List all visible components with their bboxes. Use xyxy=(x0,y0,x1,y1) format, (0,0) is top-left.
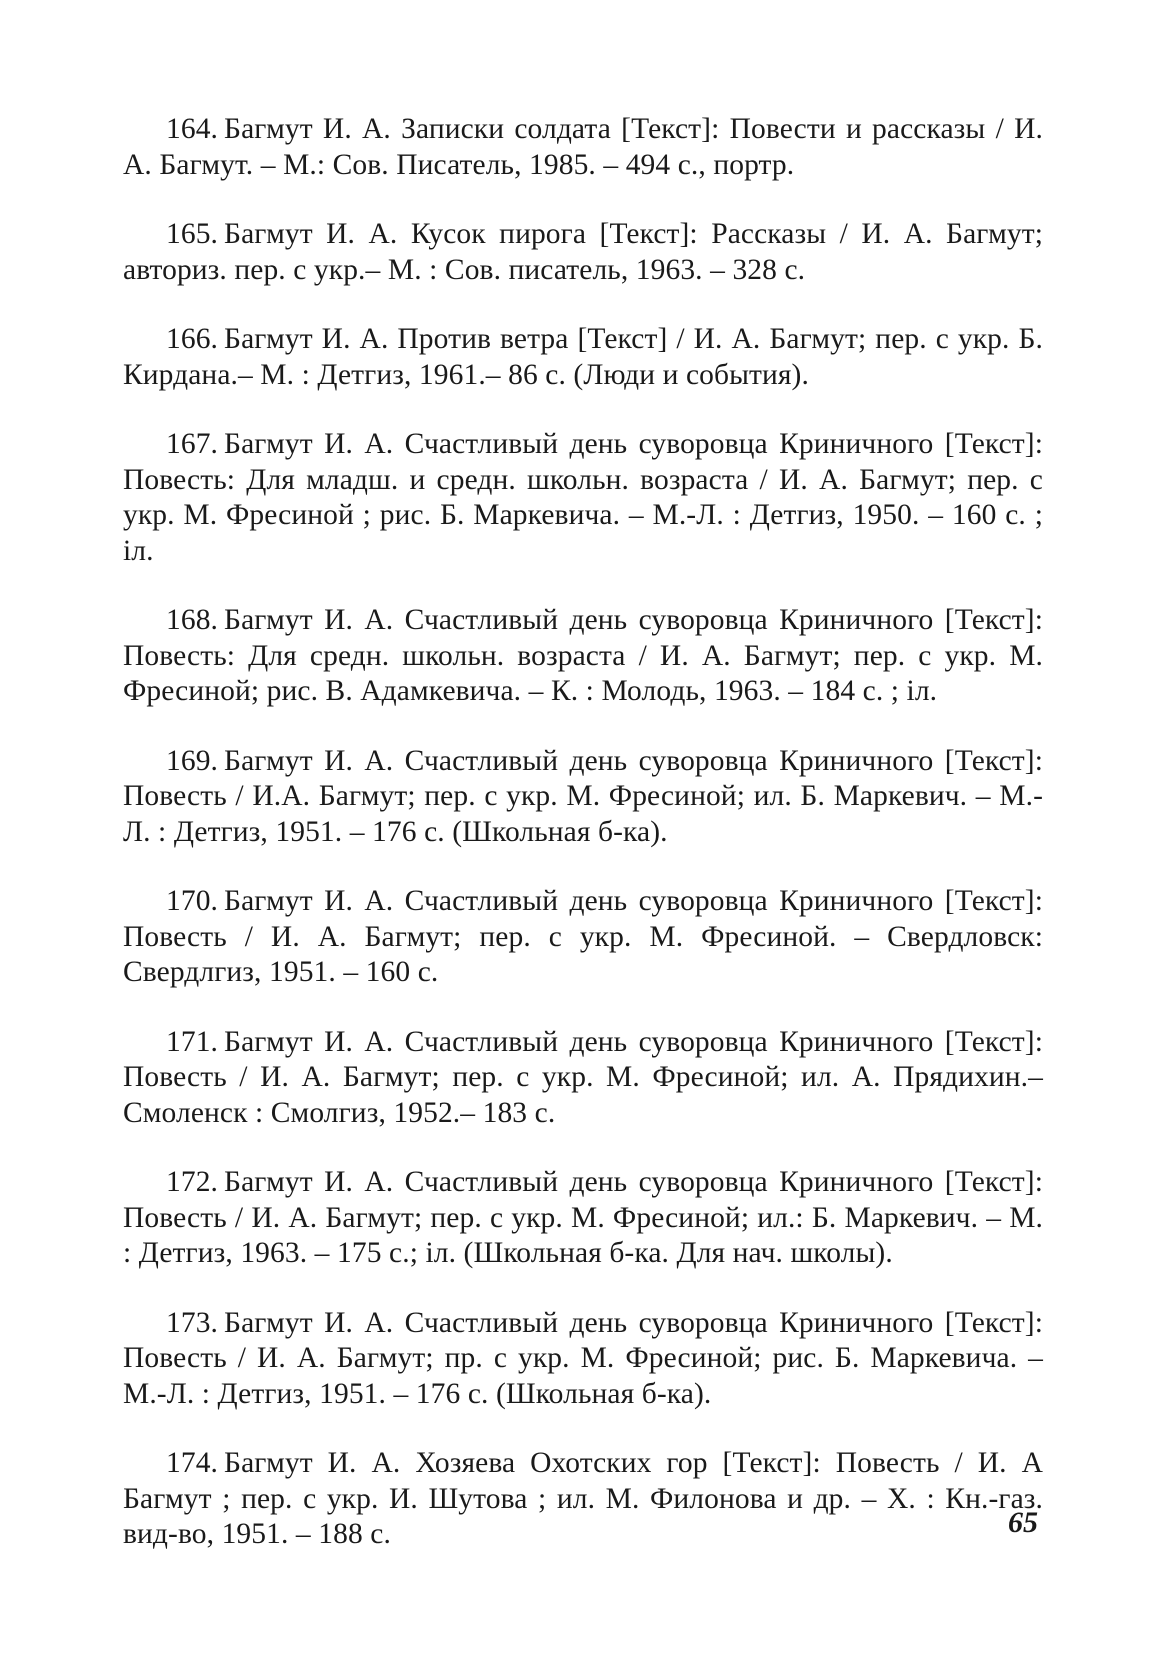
entry-number: 168. xyxy=(166,604,219,636)
entry-text: Багмут И. А. Счастливый день суворовца Криничного [Текст]: Повесть / И. А. Багмут; пер. с укр. М. Фресиной; ил.: Б. Маркевич. – М. : Детгиз, 1963. – 175 с.; іл. (Школьная б-ка. Для нач. школы). xyxy=(123,1166,1043,1269)
entry-number: 165. xyxy=(166,218,219,250)
bibliography-entry-172 xyxy=(123,1165,1043,1272)
entry-number: 169. xyxy=(166,744,219,777)
bibliography-entry-170 xyxy=(123,884,1043,991)
bibliography-entry-166 xyxy=(123,322,1043,393)
bibliography-entry-174 xyxy=(123,1446,1043,1553)
bibliography-entry-171 xyxy=(123,1025,1043,1132)
bibliography-entry-164 xyxy=(123,112,1043,183)
entry-text: Багмут И. А. Хозяева Охотских гор [Текст]: Повесть / И. А Багмут ; пер. с укр. И. Шутова ; ил. М. Филонова и др. – Х. : Кн.-газ. вид-во, 1951. – 188 с. xyxy=(123,1447,1043,1550)
entry-number: 172. xyxy=(166,1166,219,1198)
bibliography-entry-168 xyxy=(123,603,1043,710)
entry-text: Багмут И. А. Счастливый день суворовца Криничного [Текст]: Повесть / И.А. Багмут; пер. с укр. М. Фресиной; ил. Б. Маркевич. – М.-Л. : Детгиз, 1951. – 176 с. (Школьная б-ка). xyxy=(123,744,1043,848)
entry-number: 170. xyxy=(166,885,219,917)
entry-text: Багмут И. А. Счастливый день суворовца Криничного [Текст]: Повесть: Для средн. школьн. возраста / И. А. Багмут; пер. с укр. М. Фресиной; рис. В. Адамкевича. – К. : Молодь, 1963. – 184 с. ; іл. xyxy=(123,604,1043,707)
entry-number: 167. xyxy=(166,428,219,460)
entry-number: 173. xyxy=(166,1306,219,1339)
entry-text: Багмут И. А. Против ветра [Текст] / И. А. Багмут; пер. с укр. Б. Кирдана.– М. : Детгиз, 1961.– 86 с. (Люди и события). xyxy=(123,323,1043,391)
entry-text: Багмут И. А. Счастливый день суворовца Криничного [Текст]: Повесть / И. А. Багмут; пер. с укр. М. Фресиной. – Свердловск: Свердлгиз, 1951. – 160 с. xyxy=(123,885,1043,988)
bibliography-entry-165 xyxy=(123,217,1043,288)
entry-number: 164. xyxy=(166,113,219,145)
entry-text: Багмут И. А. Счастливый день суворовца Криничного [Текст]: Повесть / И. А. Багмут; пер. с укр. М. Фресиной; ил. А. Прядихин.– Смоленск : Смолгиз, 1952.– 183 с. xyxy=(123,1025,1043,1129)
entry-text: Багмут И. А. Счастливый день суворовца Криничного [Текст]: Повесть: Для младш. и средн. школьн. возраста / И. А. Багмут; пер. с укр. М. Фресиной ; рис. Б. Маркевича. – М.-Л. : Детгиз, 1950. – 160 с. ; іл. xyxy=(123,428,1043,567)
bibliography-list xyxy=(123,112,1043,1587)
entry-number: 171. xyxy=(166,1025,219,1058)
entry-number: 174. xyxy=(166,1447,219,1479)
entry-text: Багмут И. А. Кусок пирога [Текст]: Рассказы / И. А. Багмут; авториз. пер. с укр.– М. : Сов. писатель, 1963. – 328 с. xyxy=(123,218,1043,286)
page-number: 65 xyxy=(1008,1506,1038,1539)
entry-text: Багмут И. А. Записки солдата [Текст]: Повести и рассказы / И. А. Багмут. – М.: Сов. Писатель, 1985. – 494 с., портр. xyxy=(123,113,1043,181)
bibliography-entry-167 xyxy=(123,427,1043,569)
entry-number: 166. xyxy=(166,323,219,355)
bibliography-entry-173 xyxy=(123,1306,1043,1413)
entry-text: Багмут И. А. Счастливый день суворовца Криничного [Текст]: Повесть / И. А. Багмут; пр. с укр. М. Фресиной; рис. Б. Маркевича. – М.-Л. : Детгиз, 1951. – 176 с. (Школьная б-ка). xyxy=(123,1306,1043,1410)
bibliography-entry-169 xyxy=(123,744,1043,851)
